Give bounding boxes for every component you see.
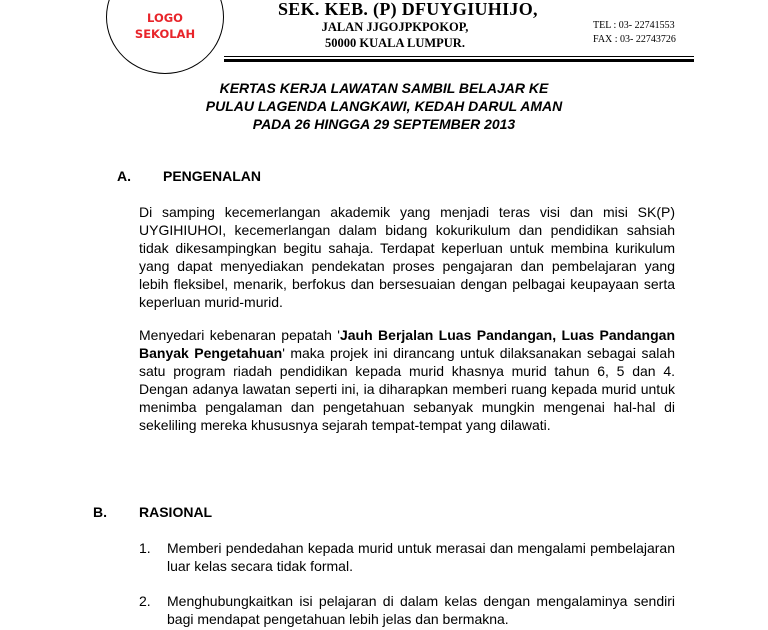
title-line-2: PULAU LAGENDA LANGKAWI, KEDAH DARUL AMAN [205,98,563,114]
letterhead-rule-thin [224,56,694,57]
school-logo [106,0,224,74]
section-a-letter: A. [117,168,131,184]
title-line-1: KERTAS KERJA LAWATAN SAMBIL BELAJAR KE [219,80,549,96]
para2-text-after: ' maka projek ini dirancang untuk dilaksanakan sebagai salah satu program riadah pendidikan kepada murid khasnya murid tahun 6, 5 dan 4. Dengan adanya lawatan seperti ini, ia diharapkan memberi ruang kepada murid untuk menimba pengalaman dan pengetahuan sebanyak mungkin mengenai hal-hal di sekeliling mereka khususnya sejarah tempat-tempat yang dilawati. [139,344,675,433]
fax-number: FAX : 03- 22743726 [593,34,676,45]
section-a-heading: PENGENALAN [163,168,262,184]
logo-text-line1: LOGO [147,11,183,25]
rationale-item-2-number: 2. [139,593,151,609]
letterhead-rule-thick [224,59,694,62]
logo-text-line2: SEKOLAH [134,27,196,41]
title-line-3: PADA 26 HINGGA 29 SEPTEMBER 2013 [252,116,516,132]
para2-proverb-quote: Jauh Berjalan Luas Pandangan, Luas Pandangan Banyak Pengetahuan [139,327,675,361]
section-b-letter: B. [93,504,107,520]
para2-text-before: Menyedari kebenaran pepatah ' [139,327,340,343]
section-b-heading: RASIONAL [139,504,213,520]
rationale-item-2-text: Menghubungkaitkan isi pelajaran di dalam kelas dengan mengalaminya sendiri bagi mendapat pengetahuan lebih jelas dan bermakna. [167,593,675,627]
address-line-2: 50000 KUALA LUMPUR. [325,36,465,50]
school-name: SEK. KEB. (P) DFUYGIUHIJO, [278,0,538,19]
telephone-number: TEL : 03- 22741553 [593,20,675,31]
address-line-1: JALAN JJGOJPKPOKOP, [321,20,469,34]
section-a-paragraph-1: Di samping kecemerlangan akademik yang menjadi teras visi dan misi SK(P) UYGIHIUHOI, kecemerlangan dalam bidang kokurikulum dan pendidikan sahsiah tidak dikesampingkan begitu sahaja. Terdapat keperluan untuk membina kurikulum yang dapat menyediakan pendekatan proses pengajaran dan pembelajaran yang lebih fleksibel, menarik, berfokus dan bersesuaian dengan pelbagai keupayaan serta keperluan murid-murid. [139,204,675,310]
section-a-paragraph-2 [139,327,675,434]
rationale-item-1-text: Memberi pendedahan kepada murid untuk merasai dan mengalami pembelajaran luar kelas secara tidak formal. [167,540,675,574]
rationale-item-1-number: 1. [139,540,151,556]
